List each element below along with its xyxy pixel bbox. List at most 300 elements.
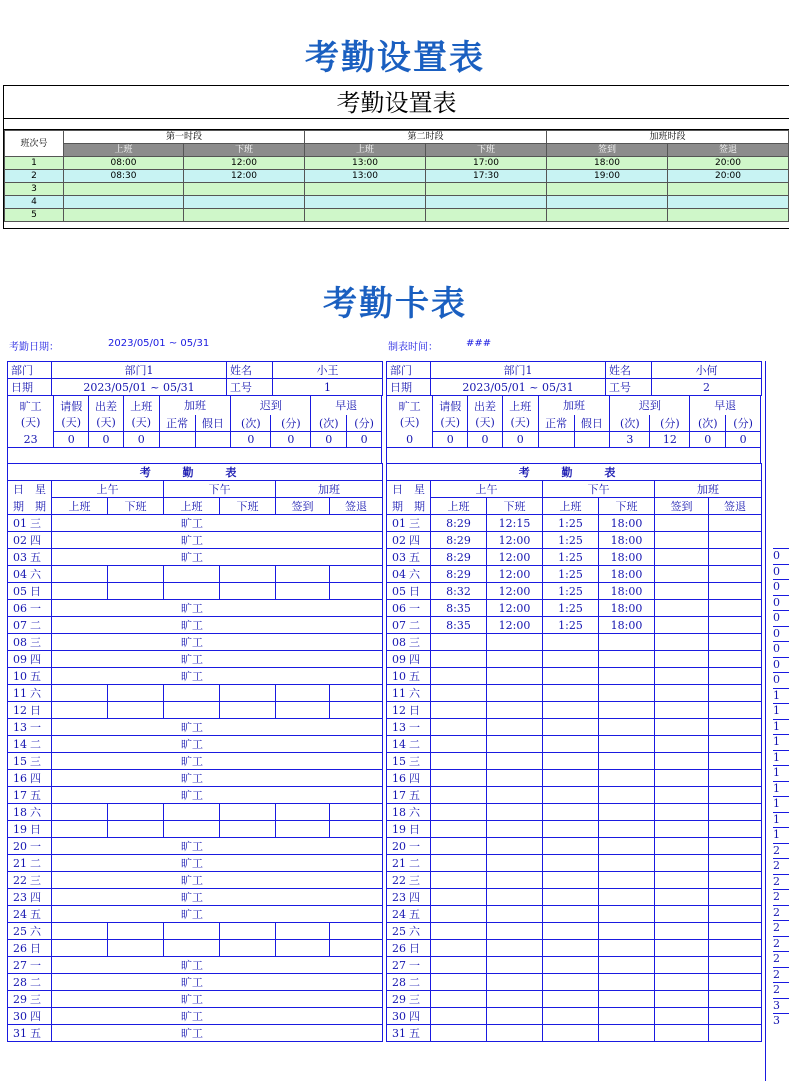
- punch-time: [599, 821, 655, 838]
- day-header: 日: [387, 481, 409, 498]
- punch-time: [487, 736, 543, 753]
- dept-label: 部门: [8, 362, 52, 379]
- stat-value: [195, 432, 231, 448]
- day-row: [387, 1008, 762, 1025]
- stat-value: 12: [650, 432, 690, 448]
- sign-out-header: 签退: [330, 498, 383, 515]
- day-number: 07: [387, 617, 409, 634]
- sign-in-cell: [655, 855, 709, 872]
- day-row: [8, 736, 383, 753]
- punch-time: [164, 583, 220, 600]
- day-row: [387, 651, 762, 668]
- sign-in-cell: [655, 923, 709, 940]
- punch-time: 18:00: [599, 532, 655, 549]
- punch-time: [543, 889, 599, 906]
- subheader: 下班: [184, 144, 305, 157]
- punch-time: [599, 991, 655, 1008]
- day-row: [8, 753, 383, 770]
- absent-mark: 旷工: [52, 991, 383, 1008]
- punch-time: [543, 821, 599, 838]
- day-number: 01: [387, 515, 409, 532]
- sign-in-cell: [655, 889, 709, 906]
- punch-time: [543, 668, 599, 685]
- punch-time: [164, 923, 220, 940]
- sign-in-cell: [276, 566, 330, 583]
- absent-mark: 旷工: [52, 770, 383, 787]
- day-number: 26: [387, 940, 409, 957]
- punch-time: [599, 1025, 655, 1042]
- third-card-day: 2: [773, 874, 789, 888]
- day-number: 31: [387, 1025, 409, 1042]
- day-number: 14: [8, 736, 30, 753]
- shift-time: [426, 209, 547, 222]
- sign-out-cell: [709, 940, 762, 957]
- sign-out-cell: [709, 753, 762, 770]
- punch-time: [431, 736, 487, 753]
- weekday: 一: [30, 719, 52, 736]
- punch-time: [431, 838, 487, 855]
- sign-out-cell: [709, 889, 762, 906]
- third-card-day: 1: [773, 750, 789, 764]
- sign-in-cell: [655, 872, 709, 889]
- sign-in-cell: [276, 923, 330, 940]
- absent-mark: 旷工: [52, 889, 383, 906]
- early-count-header: (次): [311, 415, 347, 432]
- stat-value: 0: [502, 432, 538, 448]
- punch-time: [164, 702, 220, 719]
- punch-time: [599, 923, 655, 940]
- punch-time: [164, 566, 220, 583]
- sign-out-cell: [330, 923, 383, 940]
- sign-out-cell: [330, 685, 383, 702]
- day-number: 15: [387, 753, 409, 770]
- shift-time: 12:00: [184, 170, 305, 183]
- sign-in-cell: [655, 753, 709, 770]
- weekday: 五: [409, 668, 431, 685]
- third-card-day: 2: [773, 843, 789, 857]
- shift-time: 20:00: [668, 157, 789, 170]
- sign-in-cell: [655, 634, 709, 651]
- day-header-2: 期: [387, 498, 409, 515]
- day-row: [387, 617, 762, 634]
- punch-time: [220, 566, 276, 583]
- day-number: 10: [387, 668, 409, 685]
- day-number: 15: [8, 753, 30, 770]
- punch-time: [431, 787, 487, 804]
- day-row: [8, 787, 383, 804]
- day-row: [387, 872, 762, 889]
- day-number: 09: [8, 651, 30, 668]
- punch-time: [543, 855, 599, 872]
- punch-time: [543, 787, 599, 804]
- third-card-day: 2: [773, 951, 789, 965]
- weekday: 日: [409, 821, 431, 838]
- subheader: 签到: [547, 144, 668, 157]
- day-row: [387, 838, 762, 855]
- weekday: 五: [409, 1025, 431, 1042]
- punch-time: [431, 872, 487, 889]
- day-row: [387, 583, 762, 600]
- day-row: [8, 702, 383, 719]
- day-header: 日: [8, 481, 30, 498]
- day-row: [8, 515, 383, 532]
- punch-time: [431, 1008, 487, 1025]
- punch-time: [599, 736, 655, 753]
- dept-value: 部门1: [52, 362, 227, 379]
- sign-out-cell: [709, 838, 762, 855]
- blank-row: [387, 448, 761, 464]
- day-row: [8, 719, 383, 736]
- holiday-header: 假日: [574, 415, 610, 432]
- weekday: 三: [409, 991, 431, 1008]
- sign-in-cell: [655, 668, 709, 685]
- shift-time: [547, 196, 668, 209]
- punch-time: 12:00: [487, 566, 543, 583]
- sign-in-cell: [655, 804, 709, 821]
- punch-time: [220, 821, 276, 838]
- shift-time: 13:00: [305, 170, 426, 183]
- absent-mark: 旷工: [52, 719, 383, 736]
- weekday: 一: [30, 838, 52, 855]
- weekday: 一: [30, 600, 52, 617]
- day-number: 28: [387, 974, 409, 991]
- weekday: 五: [409, 549, 431, 566]
- attendance-card: [386, 361, 762, 1042]
- punch-time: [431, 668, 487, 685]
- shift-time: 13:00: [305, 157, 426, 170]
- third-card-day: 1: [773, 765, 789, 779]
- day-row: [8, 634, 383, 651]
- date-label: 日期: [8, 379, 52, 396]
- sign-out-cell: [709, 872, 762, 889]
- id-label: 工号: [606, 379, 652, 396]
- punch-time: 12:15: [487, 515, 543, 532]
- shift-time: 12:00: [184, 157, 305, 170]
- punch-time: [599, 787, 655, 804]
- day-row: [387, 957, 762, 974]
- sign-in-cell: [655, 651, 709, 668]
- day-row: [8, 855, 383, 872]
- punch-time: [599, 889, 655, 906]
- date-value: 2023/05/01 ~ 05/31: [52, 379, 227, 396]
- day-row: [8, 685, 383, 702]
- absent-mark: 旷工: [52, 736, 383, 753]
- punch-time: [220, 804, 276, 821]
- weekday: 四: [409, 532, 431, 549]
- overtime-header: 加班: [276, 481, 383, 498]
- day-row: [387, 855, 762, 872]
- punch-time: [599, 753, 655, 770]
- sign-in-cell: [655, 600, 709, 617]
- day-number: 23: [8, 889, 30, 906]
- punch-time: [487, 787, 543, 804]
- late-count-header: (次): [231, 415, 271, 432]
- shift-time: [64, 209, 184, 222]
- punch-time: [487, 957, 543, 974]
- am-off-header: 下班: [487, 498, 543, 515]
- punch-time: [487, 719, 543, 736]
- third-card-day: 2: [773, 858, 789, 872]
- day-row: [8, 838, 383, 855]
- punch-time: [487, 906, 543, 923]
- punch-time: [108, 702, 164, 719]
- day-row: [8, 566, 383, 583]
- weekday: 四: [409, 770, 431, 787]
- sign-out-cell: [709, 991, 762, 1008]
- day-header-2: 期: [8, 498, 30, 515]
- day-number: 24: [387, 906, 409, 923]
- day-number: 21: [387, 855, 409, 872]
- day-number: 19: [8, 821, 30, 838]
- absent-mark: 旷工: [52, 872, 383, 889]
- punch-time: [108, 685, 164, 702]
- third-card-edge: [765, 361, 790, 1081]
- punch-time: [543, 957, 599, 974]
- third-card-day: 1: [773, 781, 789, 795]
- trip-header: 出差 (天): [468, 396, 503, 432]
- punch-time: [599, 855, 655, 872]
- sign-out-cell: [709, 566, 762, 583]
- third-card-day: 2: [773, 967, 789, 981]
- punch-time: [108, 583, 164, 600]
- weekday: 四: [30, 1008, 52, 1025]
- third-card-day: 1: [773, 812, 789, 826]
- punch-time: [543, 736, 599, 753]
- day-row: [8, 532, 383, 549]
- day-row: [387, 889, 762, 906]
- punch-time: [52, 821, 108, 838]
- day-number: 09: [387, 651, 409, 668]
- card-heading: 考勤卡表: [323, 284, 467, 324]
- punch-time: [599, 957, 655, 974]
- absent-mark: 旷工: [52, 532, 383, 549]
- shift-time: 08:30: [64, 170, 184, 183]
- day-row: [387, 974, 762, 991]
- third-card-day: 2: [773, 920, 789, 934]
- weekday: 五: [30, 1025, 52, 1042]
- day-row: [387, 770, 762, 787]
- punch-time: [599, 702, 655, 719]
- sign-in-cell: [655, 974, 709, 991]
- punch-time: [52, 923, 108, 940]
- settings-row: [5, 196, 789, 209]
- weekday: 六: [409, 566, 431, 583]
- day-row: [387, 685, 762, 702]
- sign-out-cell: [709, 634, 762, 651]
- shift-time: [184, 196, 305, 209]
- day-number: 02: [8, 532, 30, 549]
- sign-out-cell: [709, 617, 762, 634]
- sign-in-cell: [655, 957, 709, 974]
- weekday: 四: [409, 651, 431, 668]
- punch-time: 12:00: [487, 600, 543, 617]
- punch-time: [599, 668, 655, 685]
- leave-header: 请假 (天): [54, 396, 89, 432]
- third-card-day: 0: [773, 672, 789, 686]
- early-header: 早退: [690, 396, 761, 415]
- shift-time: [547, 209, 668, 222]
- day-number: 18: [8, 804, 30, 821]
- early-minutes-header: (分): [726, 415, 761, 432]
- day-number: 04: [387, 566, 409, 583]
- stat-value: 0: [726, 432, 761, 448]
- punch-time: 1:25: [543, 549, 599, 566]
- third-card-day: 1: [773, 734, 789, 748]
- sign-out-cell: [709, 906, 762, 923]
- am-header: 上午: [52, 481, 164, 498]
- punch-time: [543, 685, 599, 702]
- day-number: 30: [387, 1008, 409, 1025]
- shift-time: [305, 209, 426, 222]
- punch-time: [599, 719, 655, 736]
- punch-time: [487, 940, 543, 957]
- day-number: 04: [8, 566, 30, 583]
- normal-header: 正常: [159, 415, 195, 432]
- punch-time: [487, 770, 543, 787]
- sign-in-cell: [655, 549, 709, 566]
- punch-time: 8:29: [431, 549, 487, 566]
- absent-mark: 旷工: [52, 617, 383, 634]
- late-minutes-header: (分): [650, 415, 690, 432]
- punch-time: [487, 702, 543, 719]
- day-row: [8, 770, 383, 787]
- day-number: 26: [8, 940, 30, 957]
- dept-value: 部门1: [431, 362, 606, 379]
- weekday: 四: [30, 532, 52, 549]
- weekday: 三: [30, 515, 52, 532]
- shift-time: [426, 196, 547, 209]
- shift-time: [184, 183, 305, 196]
- day-number: 27: [387, 957, 409, 974]
- day-number: 16: [8, 770, 30, 787]
- weekday: 二: [30, 617, 52, 634]
- sign-in-cell: [276, 940, 330, 957]
- punch-time: [108, 940, 164, 957]
- punch-time: [164, 821, 220, 838]
- pm-on-header: 上班: [164, 498, 220, 515]
- stat-value: 0: [271, 432, 311, 448]
- day-number: 27: [8, 957, 30, 974]
- day-row: [387, 702, 762, 719]
- day-row: [8, 940, 383, 957]
- punch-time: [431, 719, 487, 736]
- sign-in-cell: [655, 787, 709, 804]
- day-number: 29: [8, 991, 30, 1008]
- sign-in-cell: [655, 532, 709, 549]
- punch-time: [599, 651, 655, 668]
- sign-out-cell: [709, 736, 762, 753]
- day-row: [8, 923, 383, 940]
- sign-out-cell: [330, 821, 383, 838]
- punch-time: [543, 804, 599, 821]
- shift-time: 19:00: [547, 170, 668, 183]
- third-card-day: 0: [773, 548, 789, 562]
- weekday: 四: [30, 889, 52, 906]
- punch-time: [431, 1025, 487, 1042]
- pm-off-header: 下班: [599, 498, 655, 515]
- punch-time: [431, 906, 487, 923]
- weekday: 三: [30, 991, 52, 1008]
- shift-number: 3: [5, 183, 64, 196]
- overtime-header: 加班: [655, 481, 762, 498]
- early-minutes-header: (分): [347, 415, 382, 432]
- am-on-header: 上班: [431, 498, 487, 515]
- weekday: 二: [409, 736, 431, 753]
- holiday-header: 假日: [195, 415, 231, 432]
- day-number: 13: [387, 719, 409, 736]
- day-number: 08: [8, 634, 30, 651]
- day-row: [8, 957, 383, 974]
- sign-out-header: 签退: [709, 498, 762, 515]
- weekday: 二: [30, 974, 52, 991]
- sign-out-cell: [709, 957, 762, 974]
- day-number: 23: [387, 889, 409, 906]
- weekday: 六: [409, 923, 431, 940]
- punch-time: [164, 804, 220, 821]
- weekday: 四: [409, 1008, 431, 1025]
- sign-out-cell: [709, 855, 762, 872]
- day-number: 12: [387, 702, 409, 719]
- sign-out-cell: [709, 719, 762, 736]
- day-row: [387, 549, 762, 566]
- shift-number: 2: [5, 170, 64, 183]
- day-row: [387, 600, 762, 617]
- third-card-day: 0: [773, 564, 789, 578]
- absent-mark: 旷工: [52, 957, 383, 974]
- punch-time: 1:25: [543, 566, 599, 583]
- day-number: 17: [387, 787, 409, 804]
- punch-time: [543, 1025, 599, 1042]
- day-number: 03: [387, 549, 409, 566]
- punch-time: [599, 940, 655, 957]
- punch-time: [599, 1008, 655, 1025]
- punch-time: [52, 940, 108, 957]
- punch-time: 18:00: [599, 583, 655, 600]
- punch-time: [108, 804, 164, 821]
- punch-time: [599, 804, 655, 821]
- punch-time: [487, 821, 543, 838]
- sign-out-cell: [330, 702, 383, 719]
- day-row: [8, 974, 383, 991]
- punch-time: [108, 923, 164, 940]
- sign-in-cell: [655, 719, 709, 736]
- week-header: 星: [30, 481, 52, 498]
- shift-time: [668, 209, 789, 222]
- weekday: 日: [30, 702, 52, 719]
- group-header-3: 加班时段: [547, 131, 789, 144]
- shift-time: [305, 196, 426, 209]
- punch-time: [599, 838, 655, 855]
- work-header: 上班 (天): [502, 396, 538, 432]
- early-header: 早退: [311, 396, 382, 415]
- weekday: 六: [30, 804, 52, 821]
- absent-mark: 旷工: [52, 1025, 383, 1042]
- weekday: 二: [30, 855, 52, 872]
- sign-in-cell: [276, 583, 330, 600]
- overtime-header: 加班: [538, 396, 610, 415]
- sign-in-cell: [276, 685, 330, 702]
- punch-time: [543, 1008, 599, 1025]
- pm-header: 下午: [543, 481, 655, 498]
- punch-time: [431, 804, 487, 821]
- day-row: [387, 719, 762, 736]
- sign-in-cell: [655, 583, 709, 600]
- day-number: 18: [387, 804, 409, 821]
- punch-time: [220, 923, 276, 940]
- weekday: 五: [30, 668, 52, 685]
- punch-time: [543, 719, 599, 736]
- absent-mark: 旷工: [52, 515, 383, 532]
